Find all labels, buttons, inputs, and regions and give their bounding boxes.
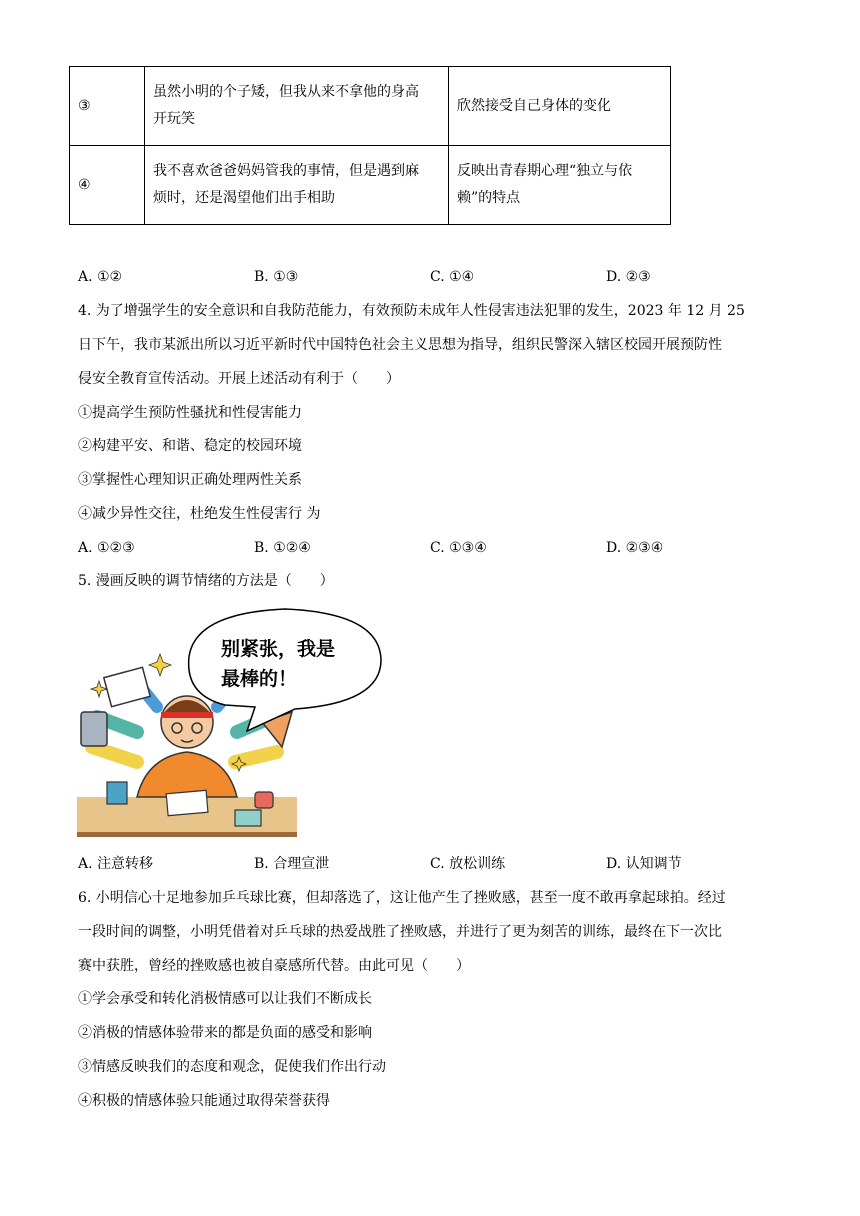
- table-row: [70, 146, 671, 225]
- q4-option-d: D. ②③④: [606, 540, 664, 556]
- q6-stem-line: 一段时间的调整，小明凭借着对乒乓球的热爱战胜了挫败感，并进行了更为刻苦的训练，最终在下一次比: [78, 924, 722, 940]
- row-statement: [145, 146, 449, 225]
- q4-stem-line: 日下午，我市某派出所以习近平新时代中国特色社会主义思想为指导，组织民警深入辖区校园开展预防性: [78, 337, 722, 353]
- q5-stem: 5. 漫画反映的调节情绪的方法是（ ）: [78, 573, 334, 589]
- row-statement-line: 虽然小明的个子矮，但我从来不拿他的身高: [153, 84, 419, 100]
- row-analysis-line: 反映出青春期心理“独立与依: [457, 163, 633, 179]
- row-analysis: [449, 146, 671, 225]
- q5-option-b: B. 合理宣泄: [254, 856, 330, 872]
- q4-statement: ①提高学生预防性骚扰和性侵害能力: [78, 405, 302, 421]
- row-analysis-line: 赖”的特点: [457, 190, 521, 206]
- table-row: [70, 67, 671, 146]
- q4-statement: ④减少异性交往，杜绝发生性侵害行 为: [78, 506, 321, 522]
- q6-stem-line: 赛中获胜，曾经的挫败感也被自豪感所代替。由此可见（ ）: [78, 958, 470, 974]
- q6-statement: ②消极的情感体验带来的都是负面的感受和影响: [78, 1025, 372, 1041]
- q6-statement: ④积极的情感体验只能通过取得荣誉获得: [78, 1093, 330, 1109]
- row-analysis: [449, 67, 671, 146]
- options-table: [69, 66, 671, 225]
- q4-stem-line: 4. 为了增强学生的安全意识和自我防范能力，有效预防未成年人性侵害违法犯罪的发生，2023 年 12 月 25: [78, 303, 745, 319]
- q3-option-d: D. ②③: [606, 269, 651, 285]
- student-body: [137, 752, 237, 797]
- q6-statement: ①学会承受和转化消极情感可以让我们不断成长: [78, 991, 372, 1007]
- speech-bubble-text: [221, 634, 335, 694]
- row-statement: [145, 67, 449, 146]
- bubble-line: 别紧张，我是: [221, 638, 336, 660]
- row-analysis-line: 欣然接受自己身体的变化: [457, 97, 611, 114]
- row-statement-line: 开玩笑: [153, 111, 195, 127]
- row-number: ③: [70, 67, 145, 146]
- q3-option-a: A. ①②: [78, 269, 123, 285]
- q5-option-a: A. 注意转移: [78, 856, 154, 872]
- q4-option-a: A. ①②③: [78, 540, 135, 556]
- row-statement-line: 烦时，还是渴望他们出手相助: [153, 190, 335, 206]
- row-statement-line: 我不喜欢爸爸妈妈管我的事情，但是遇到麻: [153, 163, 419, 179]
- q4-statement: ③掌握性心理知识正确处理两性关系: [78, 472, 302, 488]
- q6-statement: ③情感反映我们的态度和观念，促使我们作出行动: [78, 1059, 386, 1075]
- q3-option-c: C. ①④: [430, 269, 475, 285]
- q4-statement: ②构建平安、和谐、稳定的校园环境: [78, 438, 302, 454]
- q6-stem-line: 6. 小明信心十足地参加乒乓球比赛，但却落选了，这让他产生了挫败感，甚至一度不敢再拿起球拍。经过: [78, 890, 726, 906]
- q4-option-b: B. ①②④: [254, 540, 311, 556]
- q5-option-d: D. 认知调节: [606, 856, 682, 872]
- q4-stem-line: 侵安全教育宣传活动。开展上述活动有利于（ ）: [78, 371, 400, 387]
- bubble-line: 最棒的！: [221, 668, 298, 690]
- q5-option-c: C. 放松训练: [430, 856, 506, 872]
- q3-option-b: B. ①③: [254, 269, 299, 285]
- q4-option-c: C. ①③④: [430, 540, 487, 556]
- row-number: ④: [70, 146, 145, 225]
